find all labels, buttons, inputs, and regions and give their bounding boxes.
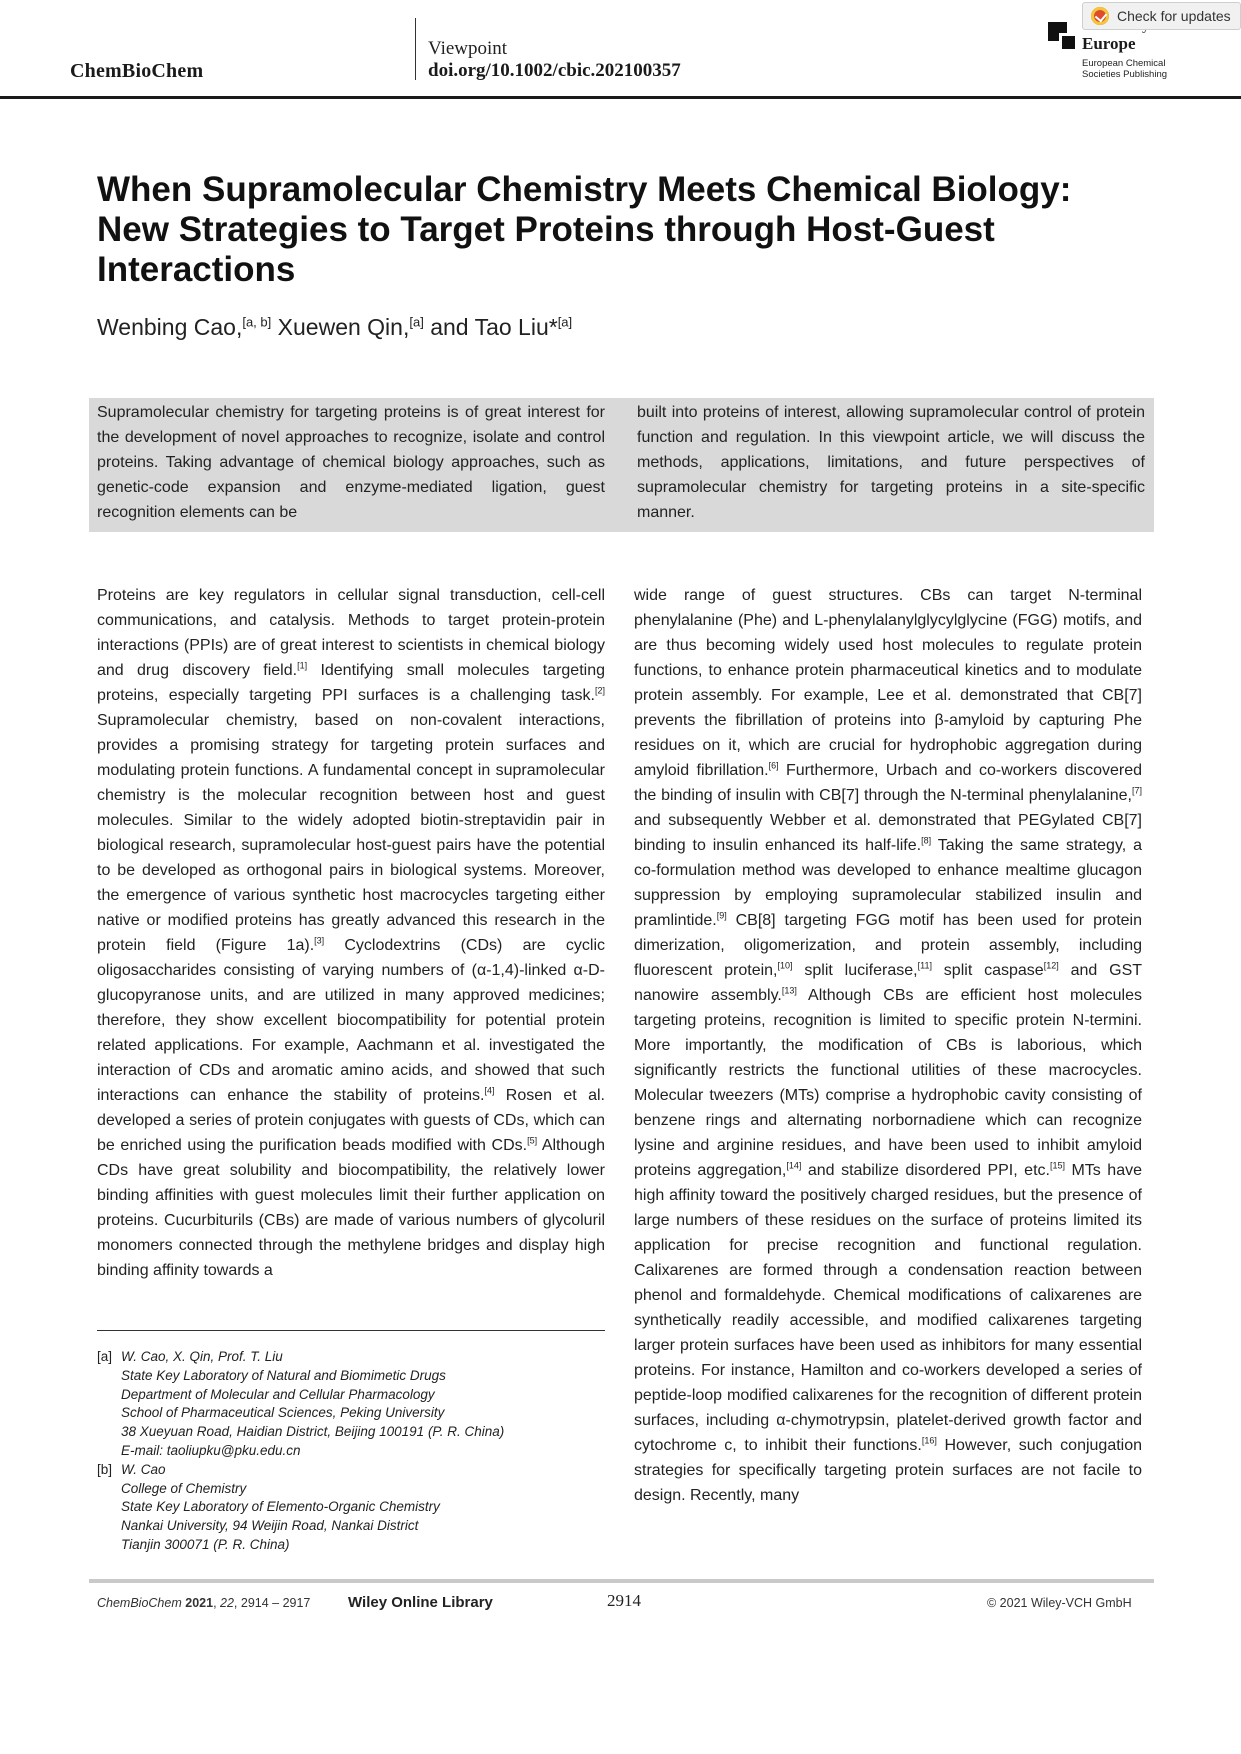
citation-reference[interactable]: [2] xyxy=(594,685,605,696)
journal-name: ChemBioChem xyxy=(70,60,204,82)
citation-reference[interactable]: [11] xyxy=(917,960,932,971)
footnote-rule xyxy=(97,1330,605,1331)
wiley-online-library-link[interactable]: Wiley Online Library xyxy=(348,1594,493,1611)
footnote-line: School of Pharmaceutical Sciences, Peking University xyxy=(121,1405,445,1421)
author-affiliation: [a] xyxy=(409,314,424,330)
footer-rule xyxy=(89,1579,1154,1583)
logo-line-4: Societies Publishing xyxy=(1082,69,1168,80)
header-rule xyxy=(0,96,1241,99)
footnote-line: W. Cao xyxy=(121,1461,166,1477)
check-for-updates-button[interactable] xyxy=(1082,2,1241,30)
affiliation-footnotes xyxy=(97,1348,605,1555)
crossmark-icon xyxy=(1091,7,1109,25)
citation-reference[interactable]: [7] xyxy=(1131,785,1142,796)
footnote-line: 38 Xueyuan Road, Haidian District, Beijing 100191 (P. R. China) xyxy=(121,1424,505,1440)
footnote-line: State Key Laboratory of Elemento-Organic Chemistry xyxy=(121,1499,440,1515)
body-text-run: However, such conjugation strategies for specifically targeting protein surfaces are not facile to design. Recently, many xyxy=(634,1437,1143,1504)
logo-line-2: Europe xyxy=(1082,34,1136,53)
author-name: Xuewen Qin, xyxy=(271,314,410,340)
footnote-line: College of Chemistry xyxy=(121,1480,247,1496)
body-paragraph xyxy=(97,583,605,1283)
title-line: When Supramolecular Chemistry Meets Chemical Biology: xyxy=(97,170,1072,209)
citation-reference[interactable]: [13] xyxy=(781,985,797,996)
citation-reference[interactable]: [4] xyxy=(484,1085,495,1096)
citation-reference[interactable]: [16] xyxy=(921,1435,937,1446)
logo-subtitle xyxy=(1082,58,1167,80)
citation-reference[interactable]: [14] xyxy=(786,1160,802,1171)
footnote-line: State Key Laboratory of Natural and Biomimetic Drugs xyxy=(121,1367,446,1383)
body-text-run: Identifying small molecules targeting proteins, especially targeting PPI surfaces is a challenging task. xyxy=(97,662,605,704)
title-line: New Strategies to Target Proteins through Host-Guest xyxy=(97,210,995,249)
body-text-run: MTs have high affinity toward the positively charged residues, but the presence of large numbers of these residues on the surface of proteins limited its application for precise recognition and functional regulation. Calixarenes are formed through a condensation reaction between phenol and formaldehyde. Chemical modifications of calixarenes are synthetically readily accessible, and modified calixarenes targeting larger protein surfaces have been used as inhibitors for many essential proteins. For instance, Hamilton and co-workers developed a series of peptide-loop modified calixarenes for the recognition of different protein surfaces, including α-chymotrypsin, platelet-derived growth factor and cytochrome c, to inhibit their functions. xyxy=(634,1162,1142,1454)
citation-reference[interactable]: [3] xyxy=(314,935,325,946)
body-text-run: and subsequently Webber et al. demonstrated that PEGylated CB[7] binding to insulin enhanced its half-life. xyxy=(634,812,1142,854)
footer-volume: 22 xyxy=(220,1596,234,1610)
body-text-run: and GST nanowire assembly. xyxy=(634,962,1143,1004)
abstract-box xyxy=(89,398,1154,532)
body-column-left xyxy=(97,583,605,1283)
footnote-b xyxy=(97,1461,605,1555)
footnote-line: W. Cao, X. Qin, Prof. T. Liu xyxy=(121,1349,283,1364)
page-number: 2914 xyxy=(607,1591,641,1610)
body-text-run: Although CDs have great solubility and biocompatibility, the relatively lower binding affinities with guest molecules limit their further application on proteins. Cucurbiturils (CBs) are made of various numbers of glycoluril monomers connected through the methylene bridges and display high binding affinity towards a xyxy=(97,1137,605,1279)
author-name: and Tao Liu* xyxy=(423,314,558,340)
body-text-run: Proteins are key regulators in cellular signal transduction, cell-cell communications, and catalysis. Methods to target protein-protein interactions (PPIs) are of great interest to scientists in chemical biology and drug discovery field. xyxy=(97,587,605,679)
email-link[interactable]: E-mail: taoliupku@pku.edu.cn xyxy=(121,1442,301,1458)
author-affiliation: [a] xyxy=(557,314,573,330)
body-text-run: and stabilize disordered PPI, etc. xyxy=(801,1162,1050,1179)
footnote-line: Nankai University, 94 Weijin Road, Nankai District xyxy=(121,1518,419,1534)
footer-pages: , 2914 – 2917 xyxy=(233,1596,311,1610)
citation-reference[interactable]: [12] xyxy=(1043,960,1059,971)
footnote-label: [a] xyxy=(97,1349,113,1364)
body-text-run: CB[8] targeting FGG motif has been used for protein dimerization, oligomerization, and protein assembly, including fluorescent protein, xyxy=(634,912,1142,979)
body-text-run: Although CBs are efficient host molecules targeting proteins, recognition is limited to specific protein N-termini. More importantly, the modification of CBs is laborious, which significantly restricts the functional utilities of these macrocycles. Molecular tweezers (MTs) comprise a hydrophobic cavity consisting of benzene rings and alternating norbornadiene which can recognize lysine and arginine residues, and have been used to inhibit amyloid proteins aggregation, xyxy=(634,987,1142,1179)
citation-reference[interactable]: [6] xyxy=(768,760,779,771)
body-text-run: Supramolecular chemistry, based on non-covalent interactions, provides a promising strategy for targeting protein surfaces and modulating protein functions. A fundamental concept in supramolecular chemistry is the molecular recognition between host and guest molecules. Similar to the widely adopted biotin-streptavidin pair in biological research, supramolecular host-guest pairs have the potential to be developed as orthogonal pairs in biological systems. Moreover, the emergence of various synthetic host macrocycles targeting either native or modified proteins has greatly advanced this research in the protein field (Figure 1a). xyxy=(97,712,605,954)
abstract-right: built into proteins of interest, allowing supramolecular control of protein function and regulation. In this viewpoint article, we will discuss the methods, applications, limitations, and future perspectives of supramolecular chemistry for targeting proteins in a site-specific manner. xyxy=(637,404,1145,521)
footnote-label: [b] xyxy=(97,1461,113,1477)
body-text-run: split luciferase, xyxy=(792,962,918,979)
body-text-run: Cyclodextrins (CDs) are cyclic oligosaccharides consisting of varying numbers of (α-1,4)-linked α-D-glucopyranose units, and are utilized in many approved medicines; therefore, they show excellent biocompatibility for potential protein related applications. For example, Aachmann et al. investigated the interaction of CDs and aromatic amino acids, and showed that such interactions can enhance the stability of proteins. xyxy=(97,937,606,1104)
body-column-right xyxy=(634,583,1142,1508)
footnote-a xyxy=(97,1348,605,1461)
title-line: Interactions xyxy=(97,250,296,289)
body-text-run: wide range of guest structures. CBs can target N-terminal phenylalanine (Phe) and L-phenylalanylglycylglycine (FGG) motifs, and are thus becoming widely used host molecules to regulate protein functions, to enhance protein pharmaceutical kinetics and to modulate protein assembly. For example, Lee et al. demonstrated that CB[7] prevents the fibrillation of proteins into β-amyloid by capturing Phe residues on it, which are crucial for hydrophobic aggregation during amyloid fibrillation. xyxy=(634,587,1142,779)
check-for-updates-label: Check for updates xyxy=(1117,8,1231,24)
body-text-run: Rosen et al. developed a series of protein conjugates with guests of CDs, which can be enriched using the purification beads modified with CDs. xyxy=(97,1087,606,1154)
doi-link[interactable]: doi.org/10.1002/cbic.202100357 xyxy=(428,60,681,81)
author-affiliation: [a, b] xyxy=(242,314,272,330)
logo-line-3: European Chemical xyxy=(1082,58,1166,69)
body-text-run: Furthermore, Urbach and co-workers discovered the binding of insulin with CB[7] through the N-terminal phenylalanine, xyxy=(634,762,1143,804)
citation-reference[interactable]: [8] xyxy=(921,835,932,846)
author-list xyxy=(97,314,572,341)
copyright: © 2021 Wiley-VCH GmbH xyxy=(987,1596,1132,1610)
body-text-run: Taking the same strategy, a co-formulation method was developed to enhance mealtime glucagon suppression by employing supramolecular stabilized insulin and pramlintide. xyxy=(634,837,1143,929)
author-name: Wenbing Cao, xyxy=(97,314,243,340)
citation-reference[interactable]: [5] xyxy=(527,1135,538,1146)
body-paragraph xyxy=(634,583,1142,1508)
abstract-left: Supramolecular chemistry for targeting proteins is of great interest for the development of novel approaches to recognize, isolate and control proteins. Taking advantage of chemical biology approaches, such as genetic-code expansion and enzyme-mediated ligation, guest recognition elements can be xyxy=(97,404,605,521)
citation-reference[interactable]: [9] xyxy=(716,910,727,921)
footnote-line: Tianjin 300071 (P. R. China) xyxy=(121,1536,290,1552)
header-divider xyxy=(415,18,416,80)
footer-citation: ChemBioChem 2021, 22, 2914 – 2917 xyxy=(97,1596,311,1610)
article-type: Viewpoint xyxy=(428,38,508,59)
citation-reference[interactable]: [10] xyxy=(777,960,793,971)
citation-reference[interactable]: [15] xyxy=(1049,1160,1065,1171)
article-title xyxy=(97,170,1147,290)
citation-reference[interactable]: [1] xyxy=(297,660,308,671)
footer-year: 2021 xyxy=(185,1596,214,1610)
footer-journal: ChemBioChem xyxy=(97,1596,182,1610)
chemistry-europe-logo-icon xyxy=(1048,22,1078,52)
body-text-run: split caspase xyxy=(931,962,1044,979)
footnote-line: Department of Molecular and Cellular Pharmacology xyxy=(121,1386,435,1402)
